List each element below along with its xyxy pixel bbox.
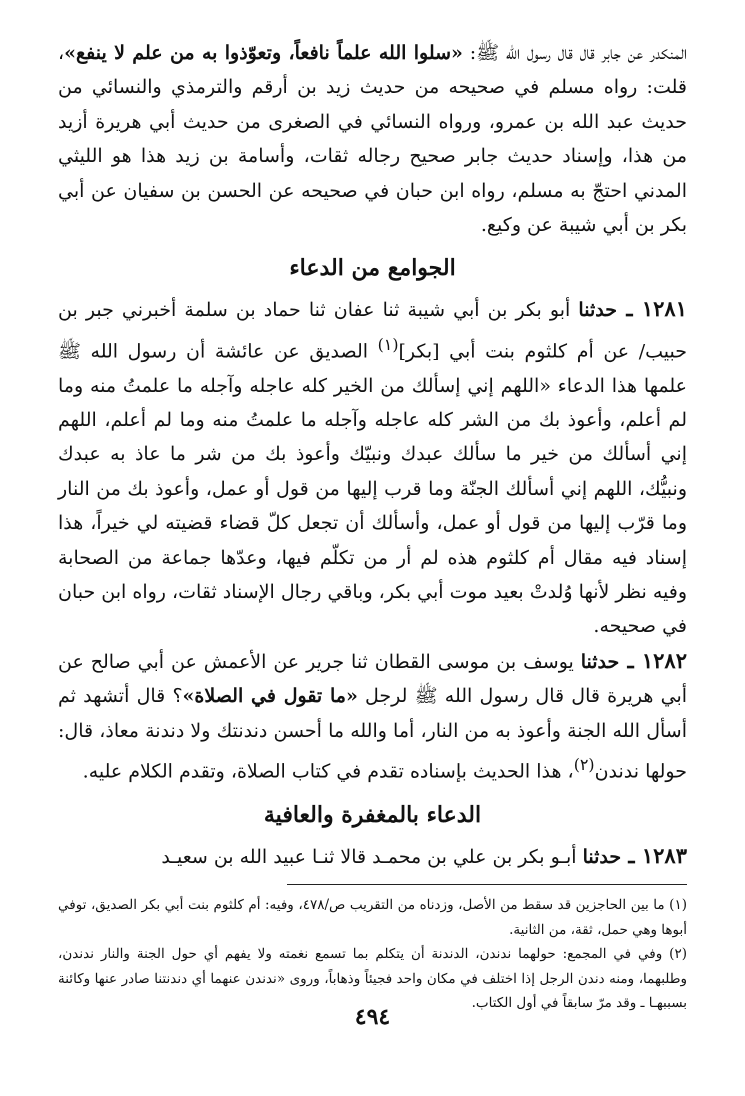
page-number: ٤٩٤ [354,1004,391,1030]
hadith-1283 [58,839,687,874]
dash: ـ [619,647,642,673]
section-heading-jawami: الجوامع من الدعاء [289,255,456,282]
section-heading-maghfira: الدعاء بالمغفرة والعافية [263,801,482,828]
hadith-text: ؟ قال أتشهد ثم أسأل الله الجنة وأعوذ به من النار، أما والله ما أحسن دندنتك ولا دندنة معاذ، قال: حولها ندندن [58,685,687,783]
hadith-number: ١٢٨١ [641,296,687,322]
hadith-number: ١٢٨٣ [641,842,687,868]
hadith-number: ١٢٨٢ [641,647,687,673]
hadith-1282 [58,644,687,789]
footnote-2: (٢) وفي في المجمع: حولهما ندندن، الدندنة أن يتكلم بما تسمع نغمته ولا يفهم أي حول الجنة والنار ندندن، وطلبهما، ومنه دندن الرجل إذا اختلف في مكان واحد فجيئاً وذهاباً، وروى «ندندن عنهما أي دندنتنا صادر عنها وكائنة بسببهـا ـ وقد مرّ سابقاً في أول الكتاب. [58,946,687,1012]
text-segment: ، قلت: رواه مسلم في صحيحه من حديث زيد بن أرقم والترمذي والنسائي من حديث عبد الله بن عمرو، ورواه النسائي في الصغرى من حديث أبي هريرة أزيد من هذا، وإسناد حديث جابر صحيح رجاله ثقات، وأسامة بن زيد هذا هو الليثي المدني احتجّ به مسلم، رواه ابن حبان في صحيحه عن الحسن بن سفيان عن أبي بكر بن أبي شيبة عن وكيع. [58,42,687,237]
dash: ـ [621,842,642,868]
haddathana-word: حدثنا [578,299,617,322]
hadith-text: أبو بكر بن أبي شيبة ثنا عفان ثنا حماد بن سلمة أخبرني جبر بن حبيب/ عن أم كلثوم بنت أبي [بكر] [58,299,687,363]
text-segment: المنكدر عن جابر قال قال رسول الله ﷺ: [462,42,687,64]
hadith-1281 [58,292,687,643]
hadith-text: يوسف بن موسى القطان ثنا جرير عن الأعمش عن أبي صالح عن أبي هريرة قال قال رسول الله ﷺ لرجل [58,650,688,708]
paragraph-continuation [58,36,687,242]
footnote-ref-2: (٢) [573,755,595,775]
hadith-text: ، هذا الحديث بإسناده تقدم في كتاب الصلاة، وتقدم الكلام عليه. [82,760,574,783]
hadith-text: الصديق عن عائشة أن رسول الله ﷺ علمها هذا الدعاء «اللهم إني إسألك من الخير كله عاجله وآجله ما علمتُ منه وما لم أعلم، وأعوذ بك من الشر كله عاجله وآجله ما علمتُ منه وما لم أعلم، اللهم إني أسألك من خير ما سألك عبدك ونبيّك وأعوذ بك من شر ما عاذ به عبدك ونبيُّك، اللهم إني أسألك الجنّة وما قرب إليها من قول أو عمل، وأعوذ بك من النار وما قرّب إليها من قول أو عمل، وأسألك أن تجعل كلّ قضاء قضيته لي خيراً، هذا إسناد فيه مقال أم كلثوم هذه لم أر من تكلّم فيها، وعدّها جماعة من الصحابة وفيه نظر لأنها وُلدتْ بعيد موت أبي بكر، وباقي رجال الإسناد ثقات، رواه ابن حبان في صحيحه. [58,340,687,638]
footnote-1: (١) ما بين الحاجزين قد سقط من الأصل، وزدناه من التقريب ص/٤٧٨، وفيه: أم كلثوم بنت أبي بكر الصديق، توفي أبوها وهي حمل، ثقة، من الثانية. [58,897,687,938]
dash: ـ [616,296,642,322]
haddathana-word: حدثنا [580,650,620,673]
hadith-quote: «سلوا الله علماً نافعاً، وتعوّذوا به من علم لا ينفع» [64,42,463,64]
footnote-separator [287,884,687,885]
hadith-text: أبـو بكر بن علي بن محمـد قالا ثنـا عبيد الله بن سعيـد [161,845,583,868]
footnote-ref-1: (١) [377,334,399,354]
haddathana-word: حدثنا [582,845,622,868]
hadith-quote: «ما تقول في الصلاة» [182,685,358,708]
